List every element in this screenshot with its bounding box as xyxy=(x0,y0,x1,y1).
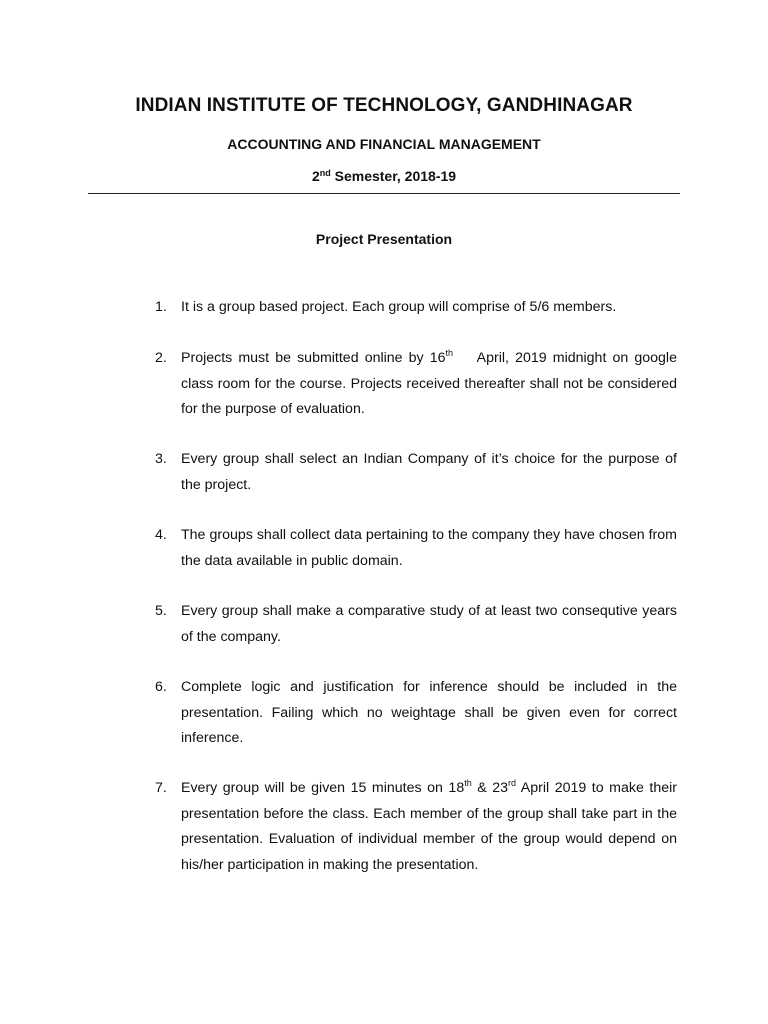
item-text-part: April, 2019 midnight on google class room for the course. Projects received thereafter shall not be considered for the purpose of evaluation. xyxy=(181,350,681,417)
item-text xyxy=(181,346,681,423)
item-number: 4. xyxy=(155,527,167,543)
section-title: Project Presentation xyxy=(315,231,453,247)
item-text: Complete logic and justification for inference should be included in the presentation. Failing which no weightage shall be given even for correct inference. xyxy=(181,679,677,746)
semester-number: 2 xyxy=(311,168,320,184)
ordinal-suffix: rd xyxy=(508,778,517,788)
list-item-3 xyxy=(155,447,677,498)
list-item-1 xyxy=(155,295,677,321)
item-number: 2. xyxy=(155,350,167,366)
header-divider xyxy=(88,193,680,194)
list-item-6 xyxy=(155,675,677,752)
list-item-2 xyxy=(155,346,681,423)
item-text-part: Projects must be submitted online by 16 xyxy=(181,350,446,366)
item-text: The groups shall collect data pertaining to the company they have chosen from the data available in public domain. xyxy=(181,527,677,569)
institute-title: INDIAN INSTITUTE OF TECHNOLOGY, GANDHINAGAR xyxy=(135,95,633,116)
item-number: 1. xyxy=(155,299,167,315)
list-item-5 xyxy=(155,599,677,650)
item-text-part: & 23 xyxy=(471,780,509,796)
item-text xyxy=(181,776,677,878)
semester-line xyxy=(88,168,680,184)
item-text: Every group shall make a comparative study of at least two consequtive years of the company. xyxy=(181,603,677,645)
item-number: 7. xyxy=(155,780,167,796)
ordinal-suffix: th xyxy=(464,778,472,788)
item-number: 5. xyxy=(155,603,167,619)
item-text-part: Every group will be given 15 minutes on 18 xyxy=(181,780,465,796)
list-item-7 xyxy=(155,776,677,878)
ordinal-suffix: th xyxy=(445,348,454,358)
item-text-part: April 2019 to make their presentation before the class. Each member of the group shall take part in the presentation. Evaluation of individual member of the group would depend on his/her participation in making the presentation. xyxy=(181,780,677,873)
list-item-4 xyxy=(155,523,677,574)
item-number: 6. xyxy=(155,679,167,695)
item-text: Every group shall select an Indian Company of it’s choice for the purpose of the project. xyxy=(181,451,677,493)
semester-text: Semester, 2018-19 xyxy=(330,168,457,184)
semester-ordinal: nd xyxy=(319,168,331,178)
item-text: It is a group based project. Each group will comprise of 5/6 members. xyxy=(181,299,617,315)
course-title: ACCOUNTING AND FINANCIAL MANAGEMENT xyxy=(227,136,541,152)
item-number: 3. xyxy=(155,451,167,467)
